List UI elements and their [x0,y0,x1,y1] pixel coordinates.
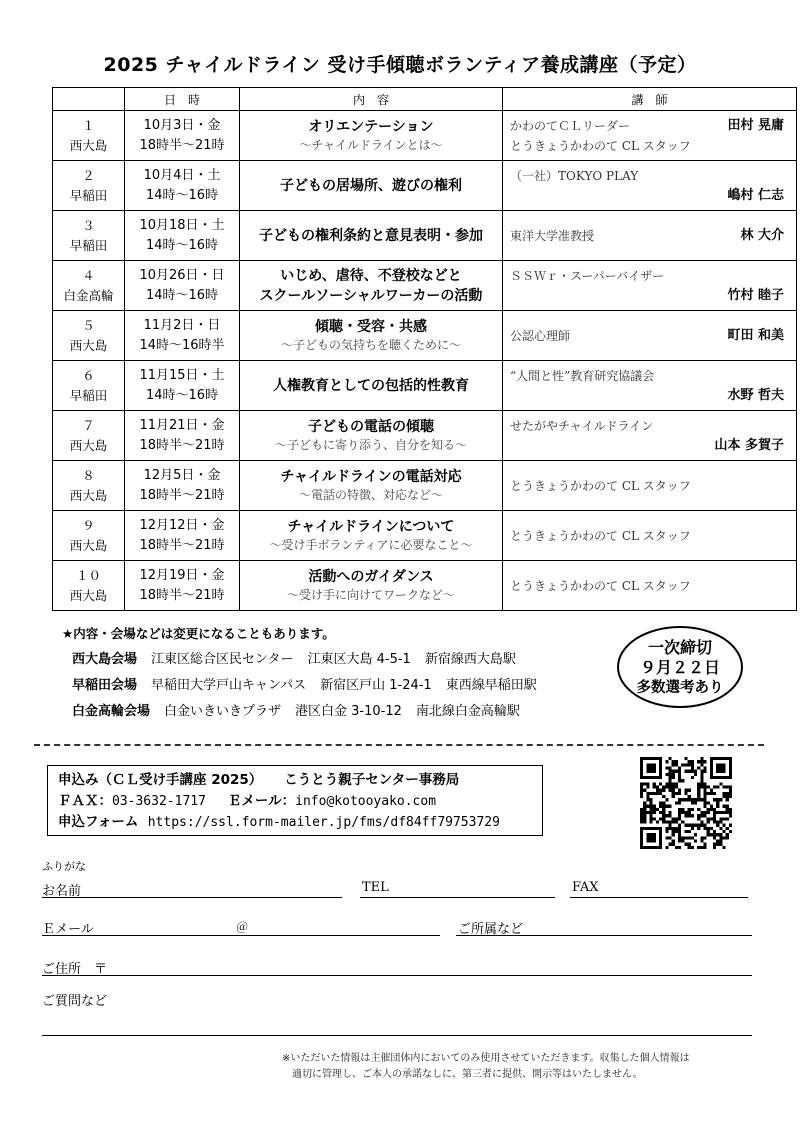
session-title: 人権教育としての包括的性教育 [273,377,469,394]
form-label: 申込フォーム [58,814,139,830]
session-datetime-cell [125,461,240,511]
lecturer-org: とうきょうかわのて CL スタッフ [510,578,691,593]
session-title: チャイルドラインについて [287,519,455,535]
lecturer-org: かわのてＣＬリーダー [510,118,631,133]
venue-nishiojima [72,648,516,667]
session-lecturer-cell [503,461,797,511]
session-venue: 西大島 [69,587,108,603]
session-venue: 早稲田 [69,387,108,403]
session-venue: 西大島 [69,487,108,503]
header-datetime: 日 時 [125,88,240,111]
session-datetime-cell [125,511,240,561]
questions-field[interactable] [42,1035,752,1036]
session-number: １０ [75,567,101,583]
session-no-cell [53,111,125,161]
venue-waseda [72,674,537,693]
session-number: ９ [82,517,95,533]
venue-address: 江東区大島 4-5-1 [307,652,411,667]
table-row [53,261,797,311]
apply-label: 申込み（ＣＬ受け手講座 2025） [58,772,263,788]
session-time: 14時〜16時 [145,187,219,203]
email-field-label: Ｅメール [42,922,94,937]
venue-station: 東西線早稲田駅 [445,678,537,693]
fax-label: ＦＡＸ： [58,793,112,809]
session-date: 10月4日・土 [143,167,221,183]
fax-number: 03-3632-1717 [112,794,206,809]
session-venue: 西大島 [69,337,108,353]
questions-label: ご質問など [42,994,108,1009]
session-date: 12月12日・金 [139,517,225,533]
venue-address: 新宿区戸山 1-24-1 [320,678,432,693]
session-datetime-cell [125,111,240,161]
session-lecturer-cell [503,361,797,411]
fax-field-label: FAX [572,880,599,895]
lecturer-org: （一社）TOKYO PLAY [510,168,639,183]
session-no-cell [53,161,125,211]
deadline-badge [617,626,743,708]
at-mark: ＠ [236,920,249,934]
table-row [53,511,797,561]
privacy-note [282,1051,690,1083]
session-subtitle: 〜子どもの気持ちを聴くために〜 [280,338,461,352]
session-lecturer-cell [503,211,797,261]
venue-name: 早稲田会場 [72,678,138,693]
lecturer-name: 田村 晃庸 [727,117,784,133]
session-lecturer-cell [503,561,797,611]
session-venue: 西大島 [69,537,108,553]
tel-field[interactable] [360,897,555,898]
session-datetime-cell [125,361,240,411]
table-row [53,461,797,511]
qr-code-icon[interactable] [640,757,732,849]
session-number: ３ [82,217,95,233]
table-row [53,161,797,211]
session-datetime-cell [125,211,240,261]
session-lecturer-cell [503,261,797,311]
application-box [47,765,543,836]
session-lecturer-cell [503,311,797,361]
session-date: 10月3日・金 [143,117,221,133]
session-number: ５ [82,317,95,333]
name-label: お名前 [42,884,82,899]
session-venue: 早稲田 [69,237,108,253]
header-no [53,88,125,111]
session-subtitle: 〜チャイルドラインとは〜 [299,138,443,152]
lecturer-line2: 山本 多賀子 [714,437,784,453]
lecturer-org: 東洋大学准教授 [510,228,595,243]
lecturer-name: 林 大介 [740,227,784,243]
venue-station: 南北線白金高輪駅 [415,704,520,719]
session-datetime-cell [125,261,240,311]
deadline-selection: 多数選考あり [636,680,724,696]
session-no-cell [53,261,125,311]
session-venue: 白金高輪 [63,287,114,303]
session-title: 活動へのガイダンス [308,569,434,585]
form-url[interactable]: https://ssl.form-mailer.jp/fms/df84ff79753729 [147,815,500,830]
session-title: 子どもの居場所、遊びの権利 [280,177,462,194]
page-title: 2025 チャイルドライン 受け手傾聴ボランティア養成講座（予定） [103,54,697,76]
lecturer-line2: 竹村 睦子 [727,287,784,303]
session-datetime-cell [125,311,240,361]
email-label: Ｅメール： [227,793,296,809]
session-date: 12月19日・金 [139,567,225,583]
apply-office: こうとう親子センター事務局 [284,772,460,788]
session-no-cell [53,511,125,561]
session-content-cell [240,161,503,211]
session-time: 18時半〜21時 [139,437,225,453]
session-subtitle: スクールソーシャルワーカーの活動 [259,287,483,304]
session-time: 14時〜16時 [145,237,219,253]
fax-field[interactable] [570,897,748,898]
affiliation-label: ご所属など [458,922,524,937]
lecturer-org: せたがやチャイルドライン [510,418,654,433]
session-time: 18時半〜21時 [139,137,225,153]
session-number: ８ [82,467,95,483]
venue-shirokanetakanawa [72,700,520,719]
session-content-cell [240,461,503,511]
session-lecturer-cell [503,411,797,461]
venue-name: 西大島会場 [72,652,138,667]
session-date: 11月2日・日 [143,317,221,333]
lecturer-org: とうきょうかわのて CL スタッフ [510,478,691,493]
email-address[interactable]: info@kotooyako.com [295,794,437,809]
session-number: ２ [82,167,95,183]
venue-name: 白金高輪会場 [72,704,151,719]
session-no-cell [53,411,125,461]
venue-station: 新宿線西大島駅 [424,652,516,667]
session-content-cell [240,311,503,361]
furigana-label: ふりがな [42,860,86,873]
session-datetime-cell [125,561,240,611]
header-lecturer: 講 師 [503,88,797,111]
session-time: 14時〜16時 [145,287,219,303]
session-content-cell [240,361,503,411]
table-row [53,111,797,161]
deadline-date: ９月２２日 [639,658,720,677]
session-lecturer-cell [503,111,797,161]
lecturer-line2: 水野 哲夫 [727,387,784,403]
email-field[interactable] [42,935,440,936]
session-content-cell [240,261,503,311]
lecturer-org: “人間と性”教育研究協議会 [510,368,655,383]
venue-address: 港区白金 3-10-12 [295,704,402,719]
session-number: ６ [82,367,95,383]
session-no-cell [53,461,125,511]
session-datetime-cell [125,411,240,461]
address-field[interactable] [42,975,752,976]
session-content-cell [240,211,503,261]
session-title: 子どもの権利条約と意見表明・参加 [259,227,483,244]
tel-label: TEL [362,880,389,895]
lecturer-org: ＳＳＷｒ・スーパーバイザー [510,268,665,283]
session-content-cell [240,511,503,561]
cut-line [34,744,764,746]
session-time: 18時半〜21時 [139,537,225,553]
session-time: 18時半〜21時 [139,587,225,603]
session-venue: 西大島 [69,437,108,453]
session-title: 傾聴・受容・共感 [315,319,427,335]
session-number: ７ [82,417,95,433]
session-time: 14時〜16時 [145,387,219,403]
session-date: 10月18日・土 [139,217,225,233]
session-datetime-cell [125,161,240,211]
session-lecturer-cell [503,161,797,211]
session-venue: 早稲田 [69,187,108,203]
session-number: ４ [82,267,95,283]
table-row [53,411,797,461]
table-row [53,211,797,261]
session-content-cell [240,561,503,611]
table-row [53,311,797,361]
lecturer-org: とうきょうかわのて CL スタッフ [510,528,691,543]
venue-place: 江東区総合区民センター [151,652,294,667]
table-header-row [53,88,797,111]
lecturer-line2: とうきょうかわのて CL スタッフ [510,138,691,153]
session-title: いじめ、虐待、不登校などと [280,267,462,284]
session-no-cell [53,361,125,411]
session-lecturer-cell [503,511,797,561]
name-field[interactable] [42,897,342,898]
change-note: ★内容・会場などは変更になることもあります。 [62,626,335,641]
schedule-table [52,87,797,611]
privacy-line2: 適切に管理し、ご本人の承諾なしに、第三者に提供、開示等はいたしません。 [292,1069,643,1080]
session-title: 子どもの電話の傾聴 [308,419,434,435]
table-row [53,561,797,611]
session-time: 18時半〜21時 [139,487,225,503]
session-date: 11月15日・土 [139,367,225,383]
lecturer-name: 町田 和美 [727,327,784,343]
header-content: 内 容 [240,88,503,111]
session-number: １ [82,117,95,133]
address-label: ご住所 〒 [42,962,108,977]
deadline-line1: 一次締切 [647,638,712,657]
session-no-cell [53,561,125,611]
session-title: チャイルドラインの電話対応 [280,469,462,485]
session-subtitle: 〜受け手に向けてワークなど〜 [286,588,455,602]
venue-place: 早稲田大学戸山キャンパス [151,678,307,693]
session-no-cell [53,311,125,361]
session-date: 10月26日・日 [139,267,225,283]
session-date: 12月5日・金 [143,467,221,483]
session-subtitle: 〜子どもに寄り添う、自分を知る〜 [274,438,467,452]
session-time: 14時〜16時半 [139,337,225,353]
session-venue: 西大島 [69,137,108,153]
table-row [53,361,797,411]
session-subtitle: 〜受け手ボランティアに必要なこと〜 [269,538,473,552]
lecturer-org: 公認心理師 [510,328,571,343]
lecturer-line2: 嶋村 仁志 [727,187,784,203]
session-no-cell [53,211,125,261]
venue-place: 白金いきいきプラザ [164,704,282,719]
affiliation-field[interactable] [456,935,752,936]
privacy-line1: ※いただいた情報は主催団体内においてのみ使用させていただきます。収集した個人情報は [282,1053,690,1064]
session-title: オリエンテーション [308,119,434,135]
session-content-cell [240,111,503,161]
session-date: 11月21日・金 [139,417,225,433]
session-content-cell [240,411,503,461]
session-subtitle: 〜電話の特徴、対応など〜 [298,488,443,502]
